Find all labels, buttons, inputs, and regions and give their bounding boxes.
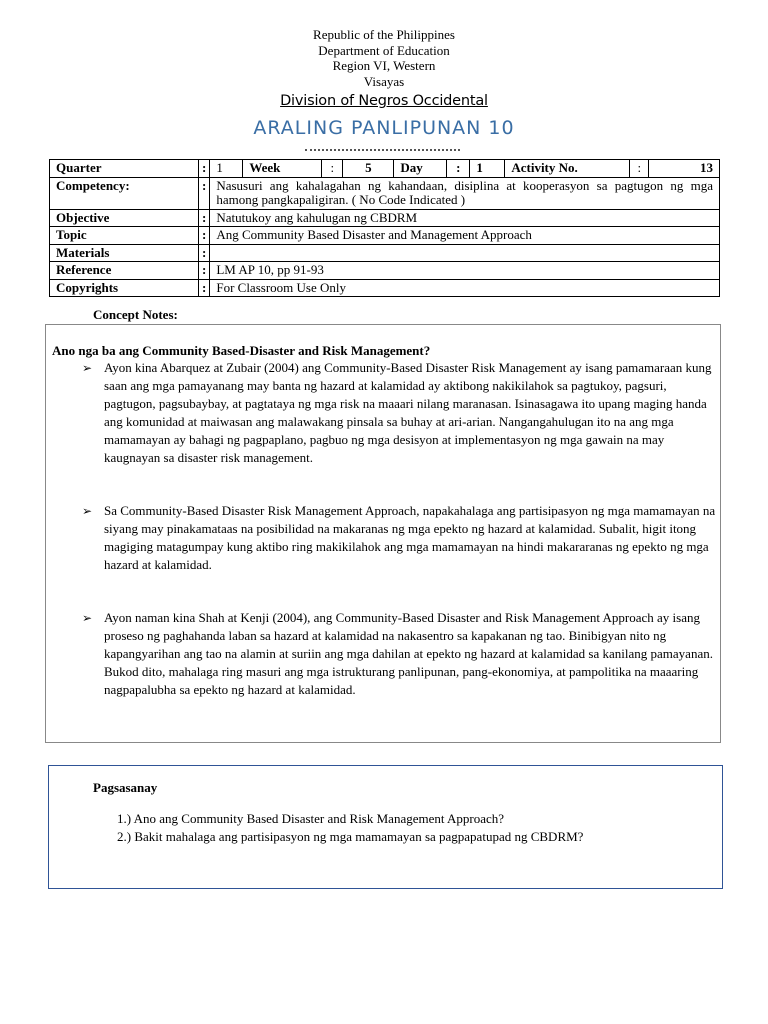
colon: :: [199, 227, 210, 245]
cut-off-text-line: [305, 149, 460, 155]
concept-paragraph: [82, 359, 716, 467]
arrow-bullet-icon: ➢: [82, 611, 93, 625]
topic-value: Ang Community Based Disaster and Management Approach: [210, 227, 720, 245]
colon: :: [199, 160, 210, 178]
colon: :: [199, 177, 210, 209]
exercise-question: 2.) Bakit mahalaga ang partisipasyon ng mga mamamayan sa pagpapatupad ng CBDRM?: [117, 829, 584, 844]
day-value: 1: [470, 160, 505, 177]
activity-label: Activity No.: [505, 160, 630, 177]
colon: :: [199, 279, 210, 297]
info-table: [49, 159, 720, 297]
objective-value: Natutukoy ang kahulugan ng CBDRM: [210, 209, 720, 227]
activity-value: 13: [700, 160, 713, 175]
quarter-cell: [210, 160, 720, 178]
materials-value: [210, 244, 720, 262]
exercise-question: 1.) Ano ang Community Based Disaster and Risk Management Approach?: [117, 811, 505, 826]
header-department: Department of Education: [318, 42, 450, 58]
paragraph-text: Ayon naman kina Shah at Kenji (2004), ang Community-Based Disaster and Risk Management Approach ay isang proseso ng paghahanda laban sa hazard at kalamidad na nakasentro sa kapakanan ng tao. Binibigyan nito ng kapangyarihan ang tao na alamin at suriin ang mga dahilan at epekto ng hazard at kalamidad sa kanilang pamayanan. Bukod dito, mahalaga ring masuri ang mga istrukturang panlipunan, pang-ekonomiya, at pampolitika na maaaring nagpapalubha sa epekto ng hazard at kalamidad.: [104, 610, 713, 697]
competency-value: Nasusuri ang kahalagahan ng kahandaan, disiplina at kooperasyon sa pagtugon ng mga hamong pangkapaligiran. ( No Code Indicated ): [210, 177, 720, 209]
week-label: Week: [243, 160, 322, 177]
colon: :: [630, 160, 649, 177]
day-label: Day: [394, 160, 447, 177]
materials-label: Materials: [50, 244, 199, 262]
concept-question: Ano nga ba ang Community Based-Disaster and Risk Management?: [52, 343, 431, 358]
header-region: Region VI, Western: [332, 58, 436, 73]
exercise-title: Pagsasanay: [93, 780, 158, 795]
subject-title: ARALING PANLIPUNAN 10: [253, 117, 515, 139]
info-row-topic: [50, 227, 720, 245]
info-row-copyrights: [50, 279, 720, 297]
document-header: [0, 27, 768, 139]
colon: :: [322, 160, 343, 177]
info-row-reference: [50, 262, 720, 280]
info-row-quarter: [50, 160, 720, 178]
paragraph-text: Sa Community-Based Disaster Risk Management Approach, napakahalaga ang partisipasyon ng mga mamamayan na siyang may pinakamataas na posibilidad na makaranas ng mga epekto ng hazard at kalamidad. Subalit, higit itong magiging matagumpay kung aktibo ring makikilahok ang mga mamamayan na hindi makararanas ng epekto ng mga hazard at kalamidad.: [104, 503, 716, 572]
concept-paragraph: [82, 502, 716, 574]
info-row-materials: [50, 244, 720, 262]
info-row-objective: [50, 209, 720, 227]
arrow-bullet-icon: ➢: [82, 504, 93, 518]
paragraph-text: Ayon kina Abarquez at Zubair (2004) ang Community-Based Disaster Risk Management ay isang pamamaraan kung saan ang mga pamayanang may banta ng hazard at kalamidad ay aktibong nakikilahok sa pagtukoy, pagsuri, pagtugon, pagsubaybay, at pagtataya ng mga risk na maaari nilang maranasan. Isinasagawa ito upang maging handa ang komunidad at maiwasan ang malawakang pinsala sa buhay at ari-arian. Nangangahulugan ito na ang mga mamamayan ay bahagi ng pagpaplano, pagbuo ng mga desisyon at implementasyon ng mga gawain na may kaugnayan sa disaster risk management.: [104, 360, 712, 465]
competency-label: Competency:: [50, 177, 199, 209]
header-division: Division of Negros Occidental: [280, 93, 488, 109]
colon: :: [199, 262, 210, 280]
colon: :: [199, 244, 210, 262]
copyrights-label: Copyrights: [50, 279, 199, 297]
week-value: 5: [343, 160, 394, 177]
header-republic: Republic of the Philippines: [313, 27, 455, 42]
arrow-bullet-icon: ➢: [82, 361, 93, 375]
exercise-box: [48, 765, 723, 889]
reference-value: LM AP 10, pp 91-93: [210, 262, 720, 280]
topic-label: Topic: [50, 227, 199, 245]
quarter-label: Quarter: [50, 160, 199, 178]
copyrights-value: For Classroom Use Only: [210, 279, 720, 297]
colon: :: [447, 160, 470, 177]
concept-notes-box: [45, 324, 721, 743]
concept-paragraph: [82, 609, 716, 699]
info-row-competency: [50, 177, 720, 209]
reference-label: Reference: [50, 262, 199, 280]
objective-label: Objective: [50, 209, 199, 227]
concept-notes-label: Concept Notes:: [93, 307, 178, 322]
colon: :: [199, 209, 210, 227]
header-region-cont: Visayas: [363, 73, 405, 89]
quarter-value: 1: [210, 160, 243, 177]
